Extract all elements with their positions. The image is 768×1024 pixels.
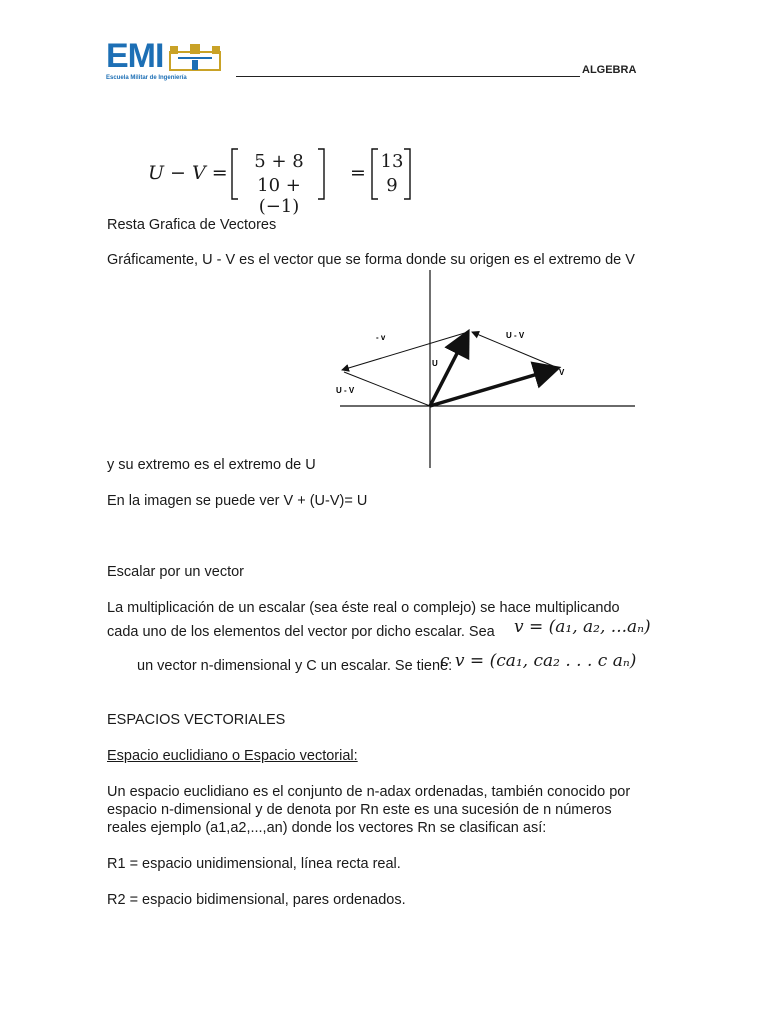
vector-v	[430, 368, 558, 406]
matrix-equation	[148, 146, 418, 217]
paragraph-graficamente: Gráficamente, U - V es el vector que se forma donde su origen es el extremo de V	[107, 252, 635, 268]
heading-escalar: Escalar por un vector	[107, 564, 245, 580]
paragraph-r1: R1 = espacio unidimensional, línea recta real.	[107, 856, 401, 872]
heading-espacio-euclidiano: Espacio euclidiano o Espacio vectorial:	[107, 748, 358, 764]
logo-subtitle: Escuela Militar de Ingeniería	[106, 75, 187, 81]
matrix2-row2: 9	[386, 175, 398, 196]
right-bracket	[316, 148, 326, 200]
label-u: U	[432, 359, 438, 368]
page-header-title: ALGEBRA	[582, 64, 637, 76]
equation-lhs: U − V =	[148, 162, 228, 184]
paragraph-euclidiano-line1: Un espacio euclidiano es el conjunto de n-adax ordenadas, también conocido por	[107, 784, 631, 800]
paragraph-imagen: En la imagen se puede ver V + (U-V)= U	[107, 493, 368, 509]
logo-text: EMI	[106, 37, 164, 75]
label-u-minus-v-top: U - V	[506, 331, 525, 340]
paragraph-multiplicacion-line1: La multiplicación de un escalar (sea éste real o complejo) se hace multiplicando	[107, 600, 620, 616]
label-v: V	[559, 368, 565, 377]
vector-subtraction-diagram	[330, 268, 640, 470]
formula-cv: c v = (ca₁, ca₂ . . . c aₙ)	[440, 651, 637, 671]
emi-logo	[106, 38, 224, 82]
label-u-minus-v-left: U - V	[336, 386, 355, 395]
right-bracket-2	[402, 148, 412, 200]
heading-espacios-vectoriales: ESPACIOS VECTORIALES	[107, 712, 286, 728]
paragraph-vector-n: un vector n-dimensional y C un escalar. Se tiene:	[137, 658, 453, 674]
matrix1-row1: 5 + 8	[254, 151, 304, 172]
formula-v: v = (a₁, a₂, ...aₙ)	[514, 617, 651, 637]
paragraph-extremo: y su extremo es el extremo de U	[107, 457, 316, 473]
matrix2-row1: 13	[380, 151, 404, 172]
vector-u-minus-v-from-origin	[344, 372, 430, 406]
paragraph-multiplicacion-line2: cada uno de los elementos del vector por dicho escalar. Sea	[107, 624, 495, 640]
heading-resta-grafica: Resta Grafica de Vectores	[107, 217, 277, 233]
equals-sign: =	[350, 162, 366, 184]
label-neg-v: - v	[376, 333, 386, 342]
header-rule	[236, 64, 580, 77]
vector-neg-v	[342, 332, 468, 370]
paragraph-euclidiano-line2: espacio n-dimensional y de denota por Rn este es una sucesión de n números	[107, 802, 612, 818]
castle-icon	[168, 42, 222, 72]
paragraph-euclidiano-line3: reales ejemplo (a1,a2,...,an) donde los vectores Rn se clasifican así:	[107, 820, 547, 836]
paragraph-r2: R2 = espacio bidimensional, pares ordenados.	[107, 892, 406, 908]
matrix1-row2: 10 + (−1)	[257, 175, 301, 217]
